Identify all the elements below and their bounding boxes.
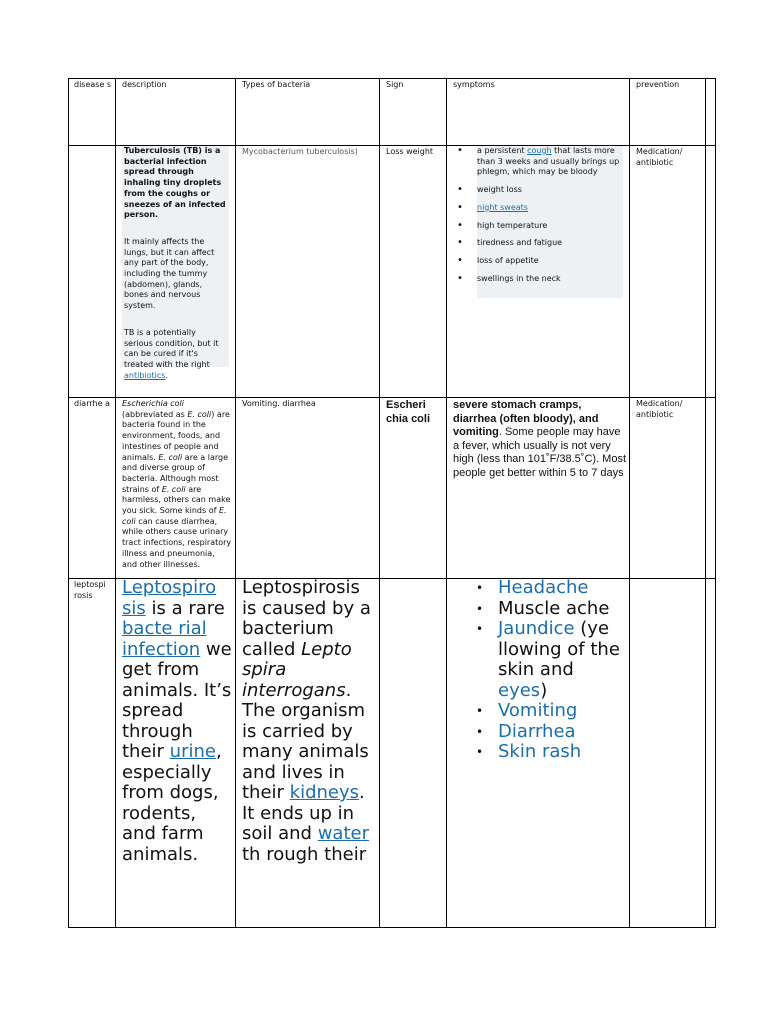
tb-prevention: Medication/ antibiotic [636,147,683,167]
header-description: description [122,80,167,89]
list-item: • loss of appetite [455,256,623,267]
disease-table [68,78,716,928]
lepto-desc-text: we get from animals. It’s spread through their [122,638,232,762]
lepto-types-text: Leptospirosis is caused by a bacterium called [242,577,371,660]
tb-symptom-text: that lasts more than 3 weeks and usually brings up phlegm, which may be bloody [477,146,620,177]
table-rule [68,927,716,928]
ecoli-term: E. coli [158,452,183,462]
lepto-symptom-list [472,578,628,763]
list-item: • Headache [472,578,628,599]
diarrhea-symptoms-text: . Some people may have a fever, which usually is not very high (less than 101˚F/38.5˚C). Most people get better within 5 to 7 days [453,426,627,479]
ecoli-term: E. coli [187,409,212,419]
tb-desc-p3-end: . [165,370,168,380]
tb-symptom-text: a persistent [477,146,528,155]
lepto-desc-text: is a rare [145,597,225,619]
lepto-symptom-text: (ye llowing of the skin and [498,618,620,680]
header-disease: disease s [74,80,112,89]
lepto-types [242,578,378,926]
cough-link[interactable]: cough [527,146,552,155]
table-rule [629,78,630,928]
kidneys-link[interactable]: kidneys [289,782,360,803]
table-rule [115,78,116,928]
antibiotics-link[interactable]: antibiotics [124,370,166,380]
diarrhea-desc-text: are a large and diverse group of bacteria. Although most strains of [122,452,229,494]
lepto-symptoms [472,578,628,926]
table-rule [705,78,706,928]
table-rule [235,78,236,928]
tb-symptoms [477,146,623,298]
list-item [455,146,623,178]
list-item [455,203,623,214]
lepto-types-text: th rough their [242,843,367,865]
bacterial-infection-link[interactable]: bacte rial infection [122,618,207,660]
list-item: • tiredness and fatigue [455,238,623,249]
header-symptoms: symptoms [453,80,495,89]
diarrhea-desc-text: can cause diarrhea, while others cause urinary tract infections, respiratory illness and pneumonia, and other illnesses. [122,516,232,569]
tb-desc-p3-text: TB is a potentially serious condition, but it can be cured if it's treated with the right [124,327,219,369]
table-rule [715,78,716,928]
jaundice-link[interactable]: Jaundice [498,618,575,639]
lepto-disease: leptospi rosis [74,580,106,600]
table-rule [379,78,380,928]
night-sweats-link[interactable]: night sweats [477,202,528,212]
eyes-link[interactable]: eyes [498,679,541,701]
list-item: • weight loss [455,185,623,196]
list-item: • Muscle ache [472,599,628,620]
leptospirosis-link[interactable]: Leptospiro sis [122,577,217,619]
list-item: • swellings in the neck [455,274,623,285]
table-rule [68,397,716,398]
list-item: • Vomiting [472,701,628,722]
lepto-species: Lepto spira interrogans [242,638,352,701]
ecoli-term: E. coli [161,484,186,494]
diarrhea-symptoms [453,399,627,480]
diarrhea-prevention: Medication/ antibiotic [636,399,683,419]
urine-link[interactable]: urine [169,741,216,762]
lepto-symptom-text: ) [540,679,548,701]
diarrhea-disease: diarrhe a [74,399,110,408]
tb-sign: Loss weight [386,147,434,156]
table-rule [68,78,69,928]
tb-desc-p2: It mainly affects the lungs, but it can affect any part of the body, including the tummy (abdomen), glands, bones and nervous system. [124,236,215,311]
diarrhea-desc-text: are harmless, others can make you sick. Some kinds of [122,484,231,516]
tb-types: Mycobacterium tuberculosis) [242,147,358,156]
lepto-types-text: . The organism is carried by many animals and lives in their [242,679,369,803]
water-link[interactable]: water [317,823,369,844]
table-rule [446,78,447,928]
tb-description [122,146,229,380]
diarrhea-symptoms-bold: severe stomach cramps, diarrhea (often bloody), and vomiting [453,399,599,438]
diarrhea-types: Vomiting. diarrhea [242,399,316,408]
header-sign: Sign [386,80,404,89]
tb-desc-p1: Tuberculosis (TB) is a bacterial infection spread through inhaling tiny droplets from the coughs or sneezes of an infected person. [124,146,226,220]
ecoli-term: Escherichia coli [122,399,184,408]
lepto-types-text: . It ends up in soil and [242,782,365,844]
lepto-desc-text: , especially from dogs, rodents, and farm animals. [122,741,222,865]
diarrhea-desc-text: ) are bacteria found in the environment, foods, and intestines of people and animals. [122,409,230,462]
list-item: • Diarrhea [472,722,628,743]
ecoli-term: E. coli [122,506,227,526]
tb-desc-p3 [124,328,227,382]
diarrhea-sign: Escheri chia coli [386,399,431,425]
list-item: • high temperature [455,221,623,232]
table-rule [68,78,716,79]
lepto-description [122,578,234,926]
header-prevention: prevention [636,80,680,89]
diarrhea-description [122,399,232,577]
tb-symptom-list [455,146,623,284]
list-item [472,619,628,701]
header-types: Types of bacteria [242,80,311,89]
diarrhea-desc-text: (abbreviated as [122,409,188,419]
list-item: • Skin rash [472,742,628,763]
